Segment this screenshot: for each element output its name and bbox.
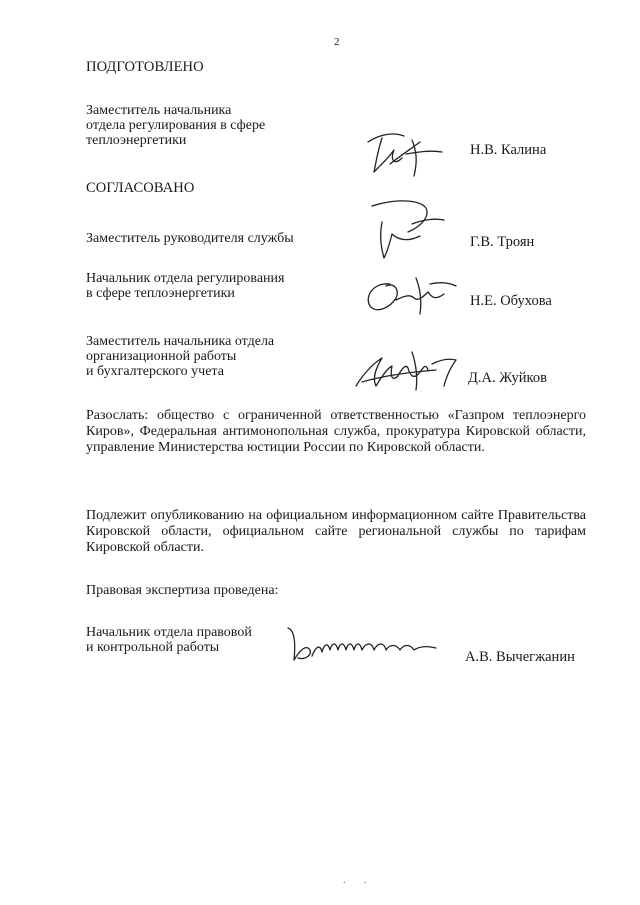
- signer-position: [86, 231, 294, 246]
- position-line: Заместитель начальника отдела: [86, 334, 275, 349]
- signer-position: [86, 271, 284, 301]
- signer-name: Д.А. Жуйков: [468, 370, 547, 386]
- position-line: и контрольной работы: [86, 640, 220, 655]
- prepared-signer-name: Н.В. Калина: [470, 142, 547, 158]
- publication-note: Подлежит опубликованию на официальном информационном сайте Правительства Кировской области, официальном сайте региональной службы по тарифам Кировской области.: [86, 508, 586, 555]
- position-line: Заместитель руководителя службы: [86, 231, 294, 246]
- footer-marks: . .: [343, 875, 375, 886]
- prepared-position: [86, 103, 265, 148]
- signature-zhuykov: [352, 346, 462, 394]
- position-line: Заместитель начальника: [86, 103, 232, 118]
- page-number: 2: [334, 36, 340, 48]
- legal-review-position: [86, 625, 252, 655]
- legal-review-label: Правовая экспертиза проведена:: [86, 583, 279, 598]
- signer-position: [86, 334, 274, 379]
- signer-name: Н.Е. Обухова: [470, 293, 552, 309]
- position-line: Начальник отдела регулирования: [86, 271, 285, 286]
- signature-vychegzhanin: [282, 620, 442, 670]
- agreed-heading: СОГЛАСОВАНО: [86, 180, 195, 196]
- signature-obukhova: [360, 270, 460, 318]
- signer-name: Г.В. Троян: [470, 234, 535, 250]
- prepared-heading: ПОДГОТОВЛЕНО: [86, 59, 204, 75]
- position-line: организационной работы: [86, 349, 237, 364]
- position-line: в сфере теплоэнергетики: [86, 286, 235, 301]
- distribution-list: Разослать: общество с ограниченной ответственностью «Газпром теплоэнерго Киров», Федеральная антимонопольная служба, прокуратура Кировской области, управление Министерства юстиции России по Кировской области.: [86, 408, 586, 455]
- position-line: отдела регулирования в сфере: [86, 118, 266, 133]
- position-line: Начальник отдела правовой: [86, 625, 252, 640]
- signature-kalina: [360, 128, 450, 183]
- signature-troyan: [368, 196, 448, 266]
- position-line: и бухгалтерского учета: [86, 364, 224, 379]
- legal-signer-name: А.В. Вычегжанин: [465, 649, 575, 665]
- position-line: теплоэнергетики: [86, 133, 187, 148]
